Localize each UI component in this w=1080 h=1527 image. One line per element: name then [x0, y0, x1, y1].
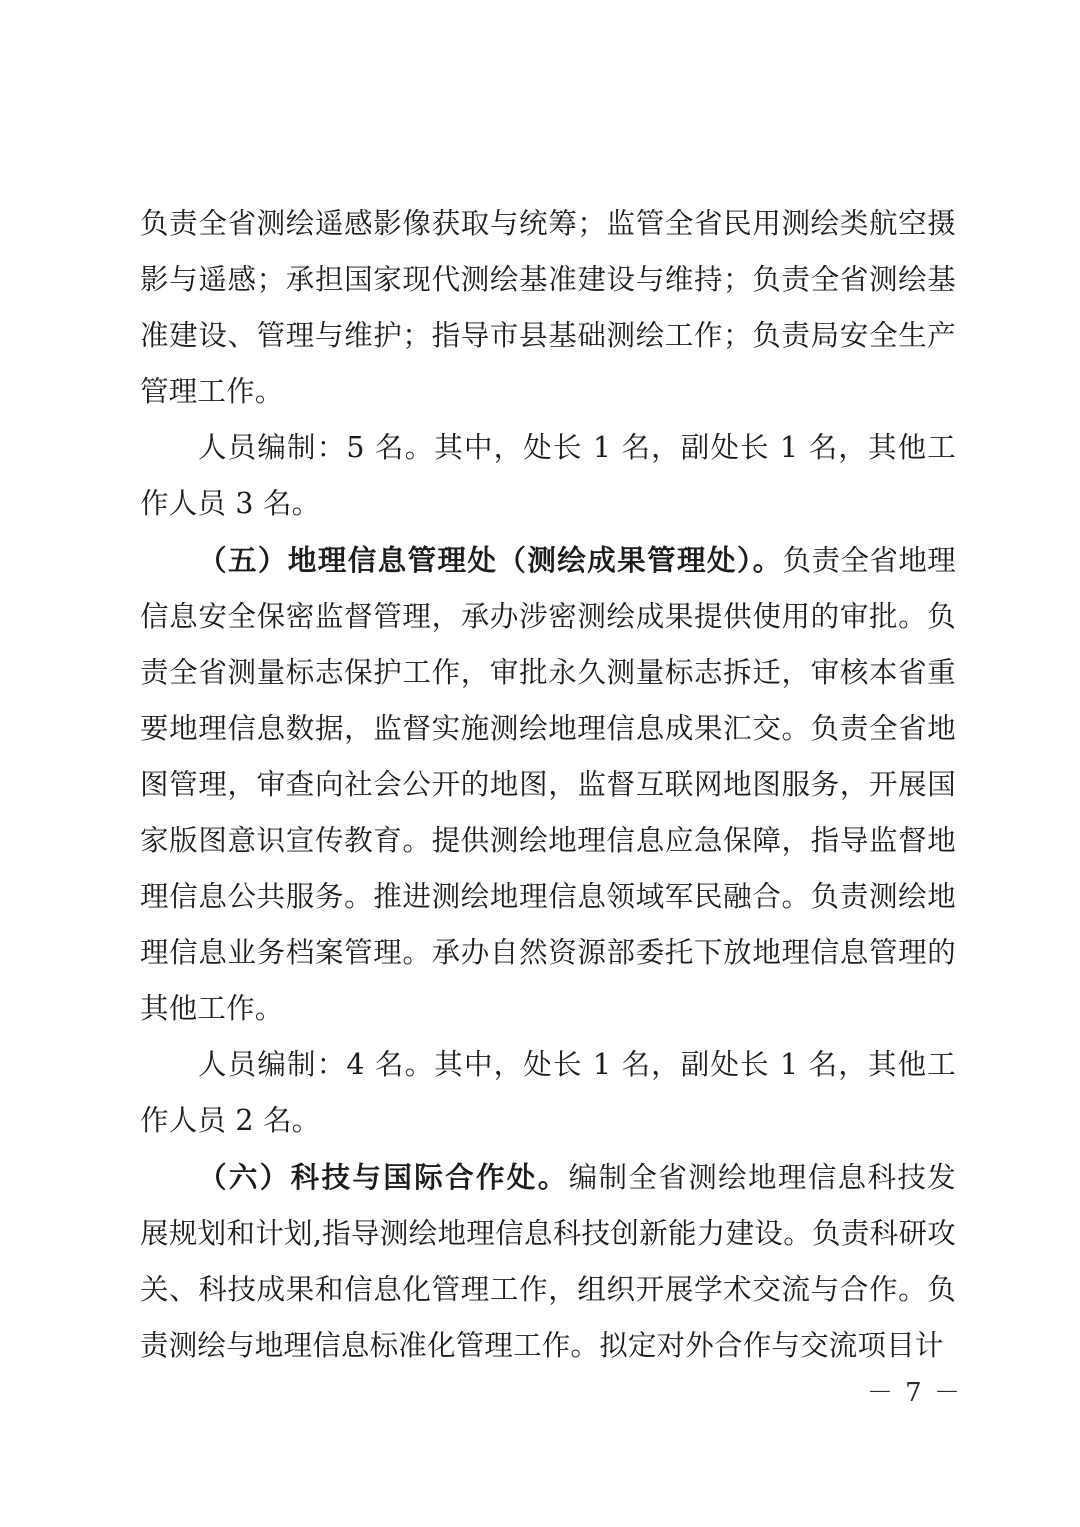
document-text-column: [140, 196, 956, 1374]
paragraph-staffing-4: 人员编制：4 名。其中，处长 1 名，副处长 1 名，其他工作人员 2 名。: [140, 1048, 956, 1137]
section-body-6: 编制全省测绘地理信息科技发展规划和计划,指导测绘地理信息科技创新能力建设。负责科研攻关、科技成果和信息化管理工作，组织开展学术交流与合作。负责测绘与地理信息标准化管理工作。拟定对外合作与交流项目计: [140, 1161, 956, 1362]
paragraph-duties-continuation: 负责全省测绘遥感影像获取与统筹；监管全省民用测绘类航空摄影与遥感；承担国家现代测绘基准建设与维持；负责全省测绘基准建设、管理与维护；指导市县基础测绘工作；负责局安全生产管理工作。: [140, 207, 956, 408]
section-body-5: 负责全省地理信息安全保密监督管理，承办涉密测绘成果提供使用的审批。负责全省测量标志保护工作，审批永久测量标志拆迁，审核本省重要地理信息数据，监督实施测绘地理信息成果汇交。负责全省地图管理，审查向社会公开的地图，监督互联网地图服务，开展国家版图意识宣传教育。提供测绘地理信息应急保障，指导监督地理信息公共服务。推进测绘地理信息领域军民融合。负责测绘地理信息业务档案管理。承办自然资源部委托下放地理信息管理的其他工作。: [140, 544, 956, 1025]
paragraph-staffing-5: 人员编制：5 名。其中，处长 1 名，副处长 1 名，其他工作人员 3 名。: [140, 431, 956, 520]
paragraph-section-6: [140, 1149, 956, 1374]
paragraph-section-5: [140, 532, 956, 1037]
section-title-6: （六）科技与国际合作处。: [198, 1160, 569, 1194]
page-number: － 7 －: [866, 1378, 962, 1408]
section-title-5: （五）地理信息管理处（测绘成果管理处）。: [198, 543, 783, 577]
